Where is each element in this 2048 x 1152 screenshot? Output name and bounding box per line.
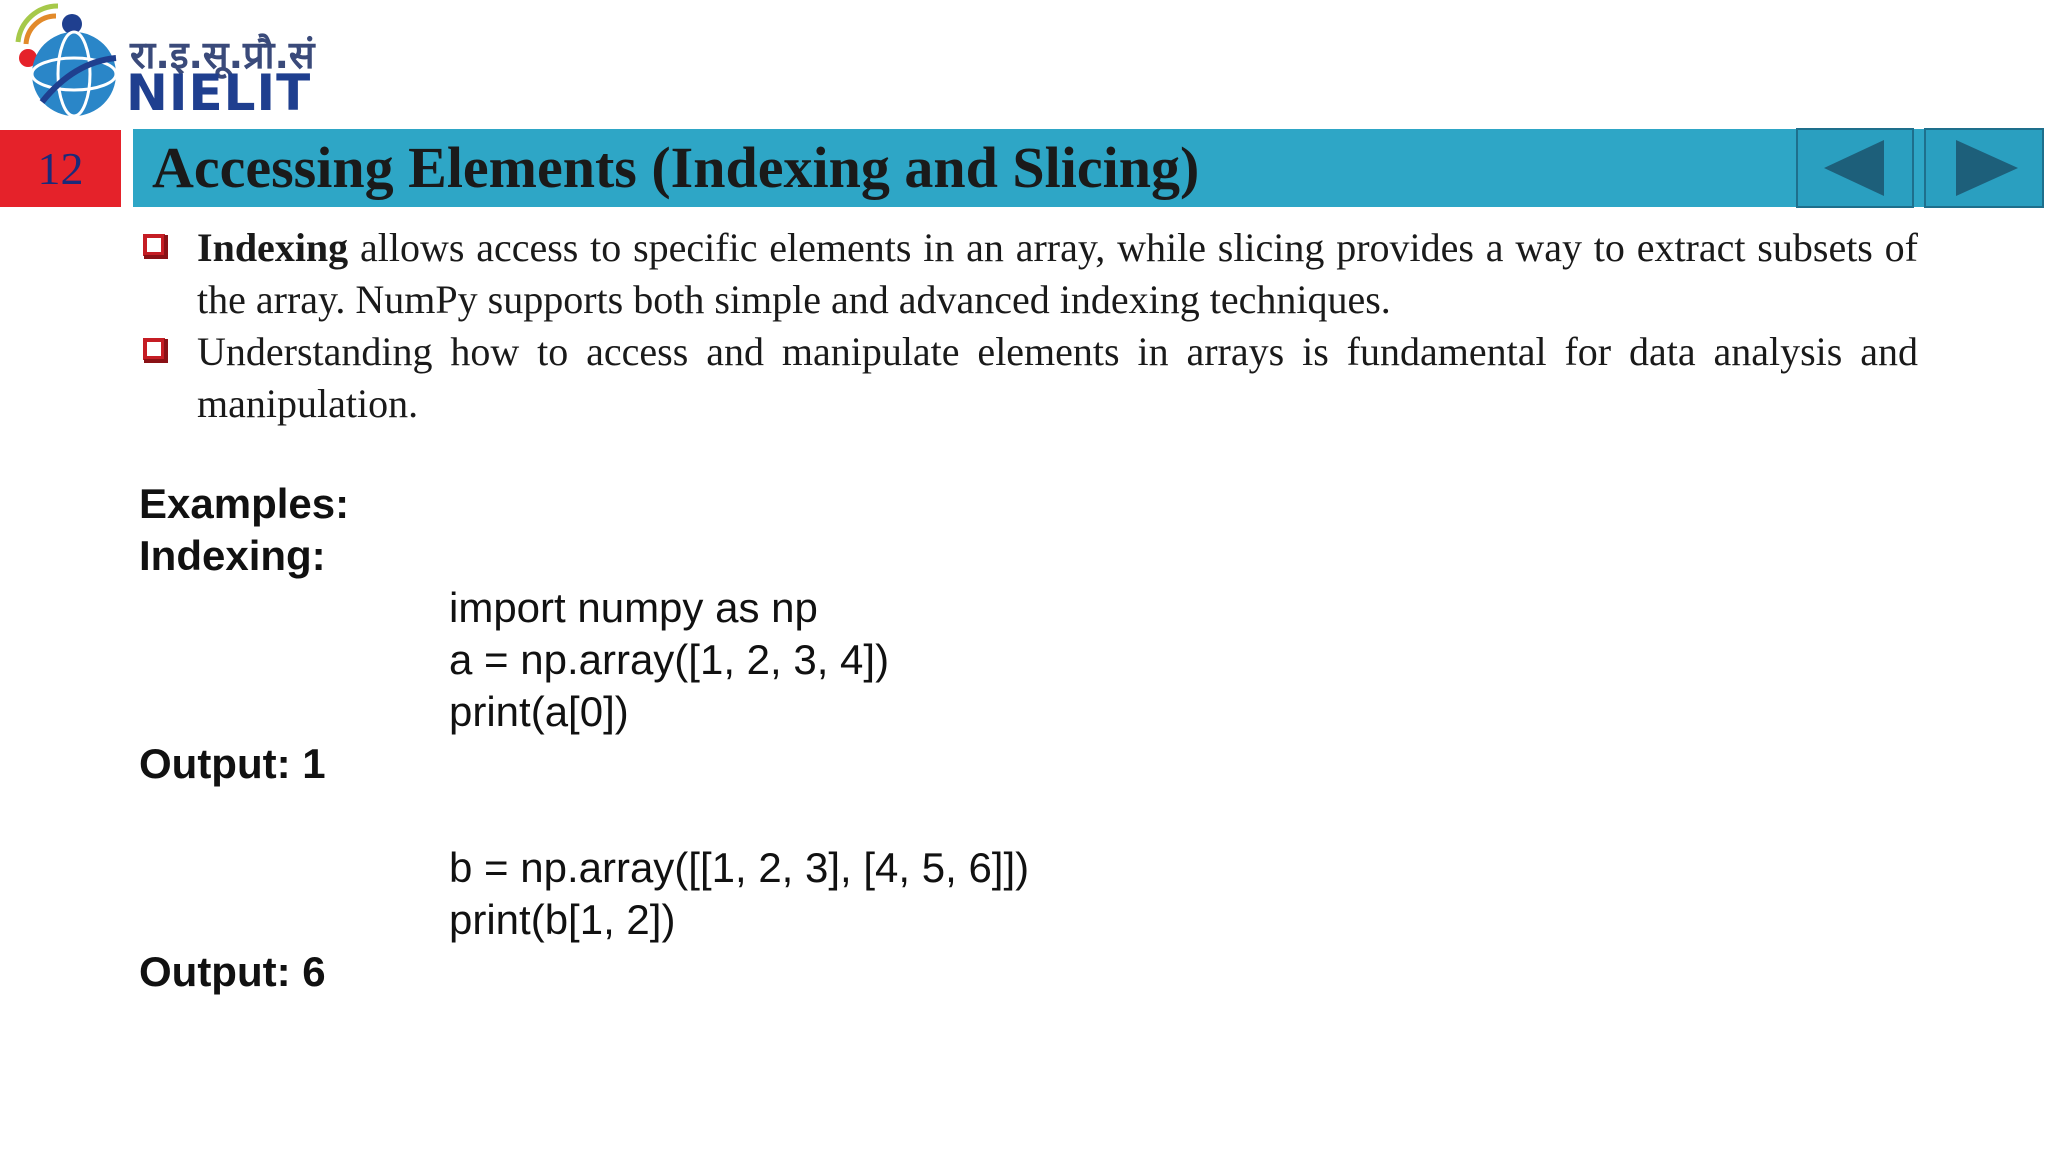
- bullet-text: allows access to specific elements in an array, while slicing provides a way to extract subsets of the array. NumPy supports both simple and advanced indexing techniques.: [197, 225, 1918, 322]
- bullet-list: [140, 222, 1918, 430]
- code-line: print(a[0]): [449, 688, 629, 735]
- bullet-bold-term: Indexing: [197, 225, 349, 270]
- bullet-item: [140, 222, 1918, 326]
- logo-hindi-text: रा.इ.सू.प्रौ.सं: [130, 33, 315, 77]
- triangle-left-icon: [1798, 130, 1912, 206]
- slide-title: Accessing Elements (Indexing and Slicing): [152, 135, 1200, 200]
- code-line: print(b[1, 2]): [449, 896, 676, 943]
- checkbox-bullet-icon: [143, 338, 165, 360]
- code-line: b = np.array([[1, 2, 3], [4, 5, 6]]): [449, 844, 1030, 891]
- previous-slide-button[interactable]: [1796, 128, 1914, 208]
- globe-logo-icon: [12, 2, 132, 120]
- bullet-text: Understanding how to access and manipulate elements in arrays is fundamental for data analysis and manipulation.: [197, 329, 1918, 426]
- checkbox-bullet-icon: [143, 234, 165, 256]
- next-slide-button[interactable]: [1924, 128, 2044, 208]
- code-line: a = np.array([1, 2, 3, 4]): [449, 636, 890, 683]
- slide-number: 12: [37, 143, 84, 194]
- logo-english-text: NIELIT: [126, 64, 312, 122]
- output-label: Output: 6: [139, 948, 326, 995]
- examples-heading: Examples:: [139, 480, 350, 527]
- code-line: import numpy as np: [449, 584, 818, 631]
- bullet-item: [140, 326, 1918, 430]
- output-label: Output: 1: [139, 740, 326, 787]
- nielit-logo: [12, 2, 315, 122]
- triangle-right-icon: [1926, 130, 2042, 206]
- indexing-heading: Indexing:: [139, 532, 326, 579]
